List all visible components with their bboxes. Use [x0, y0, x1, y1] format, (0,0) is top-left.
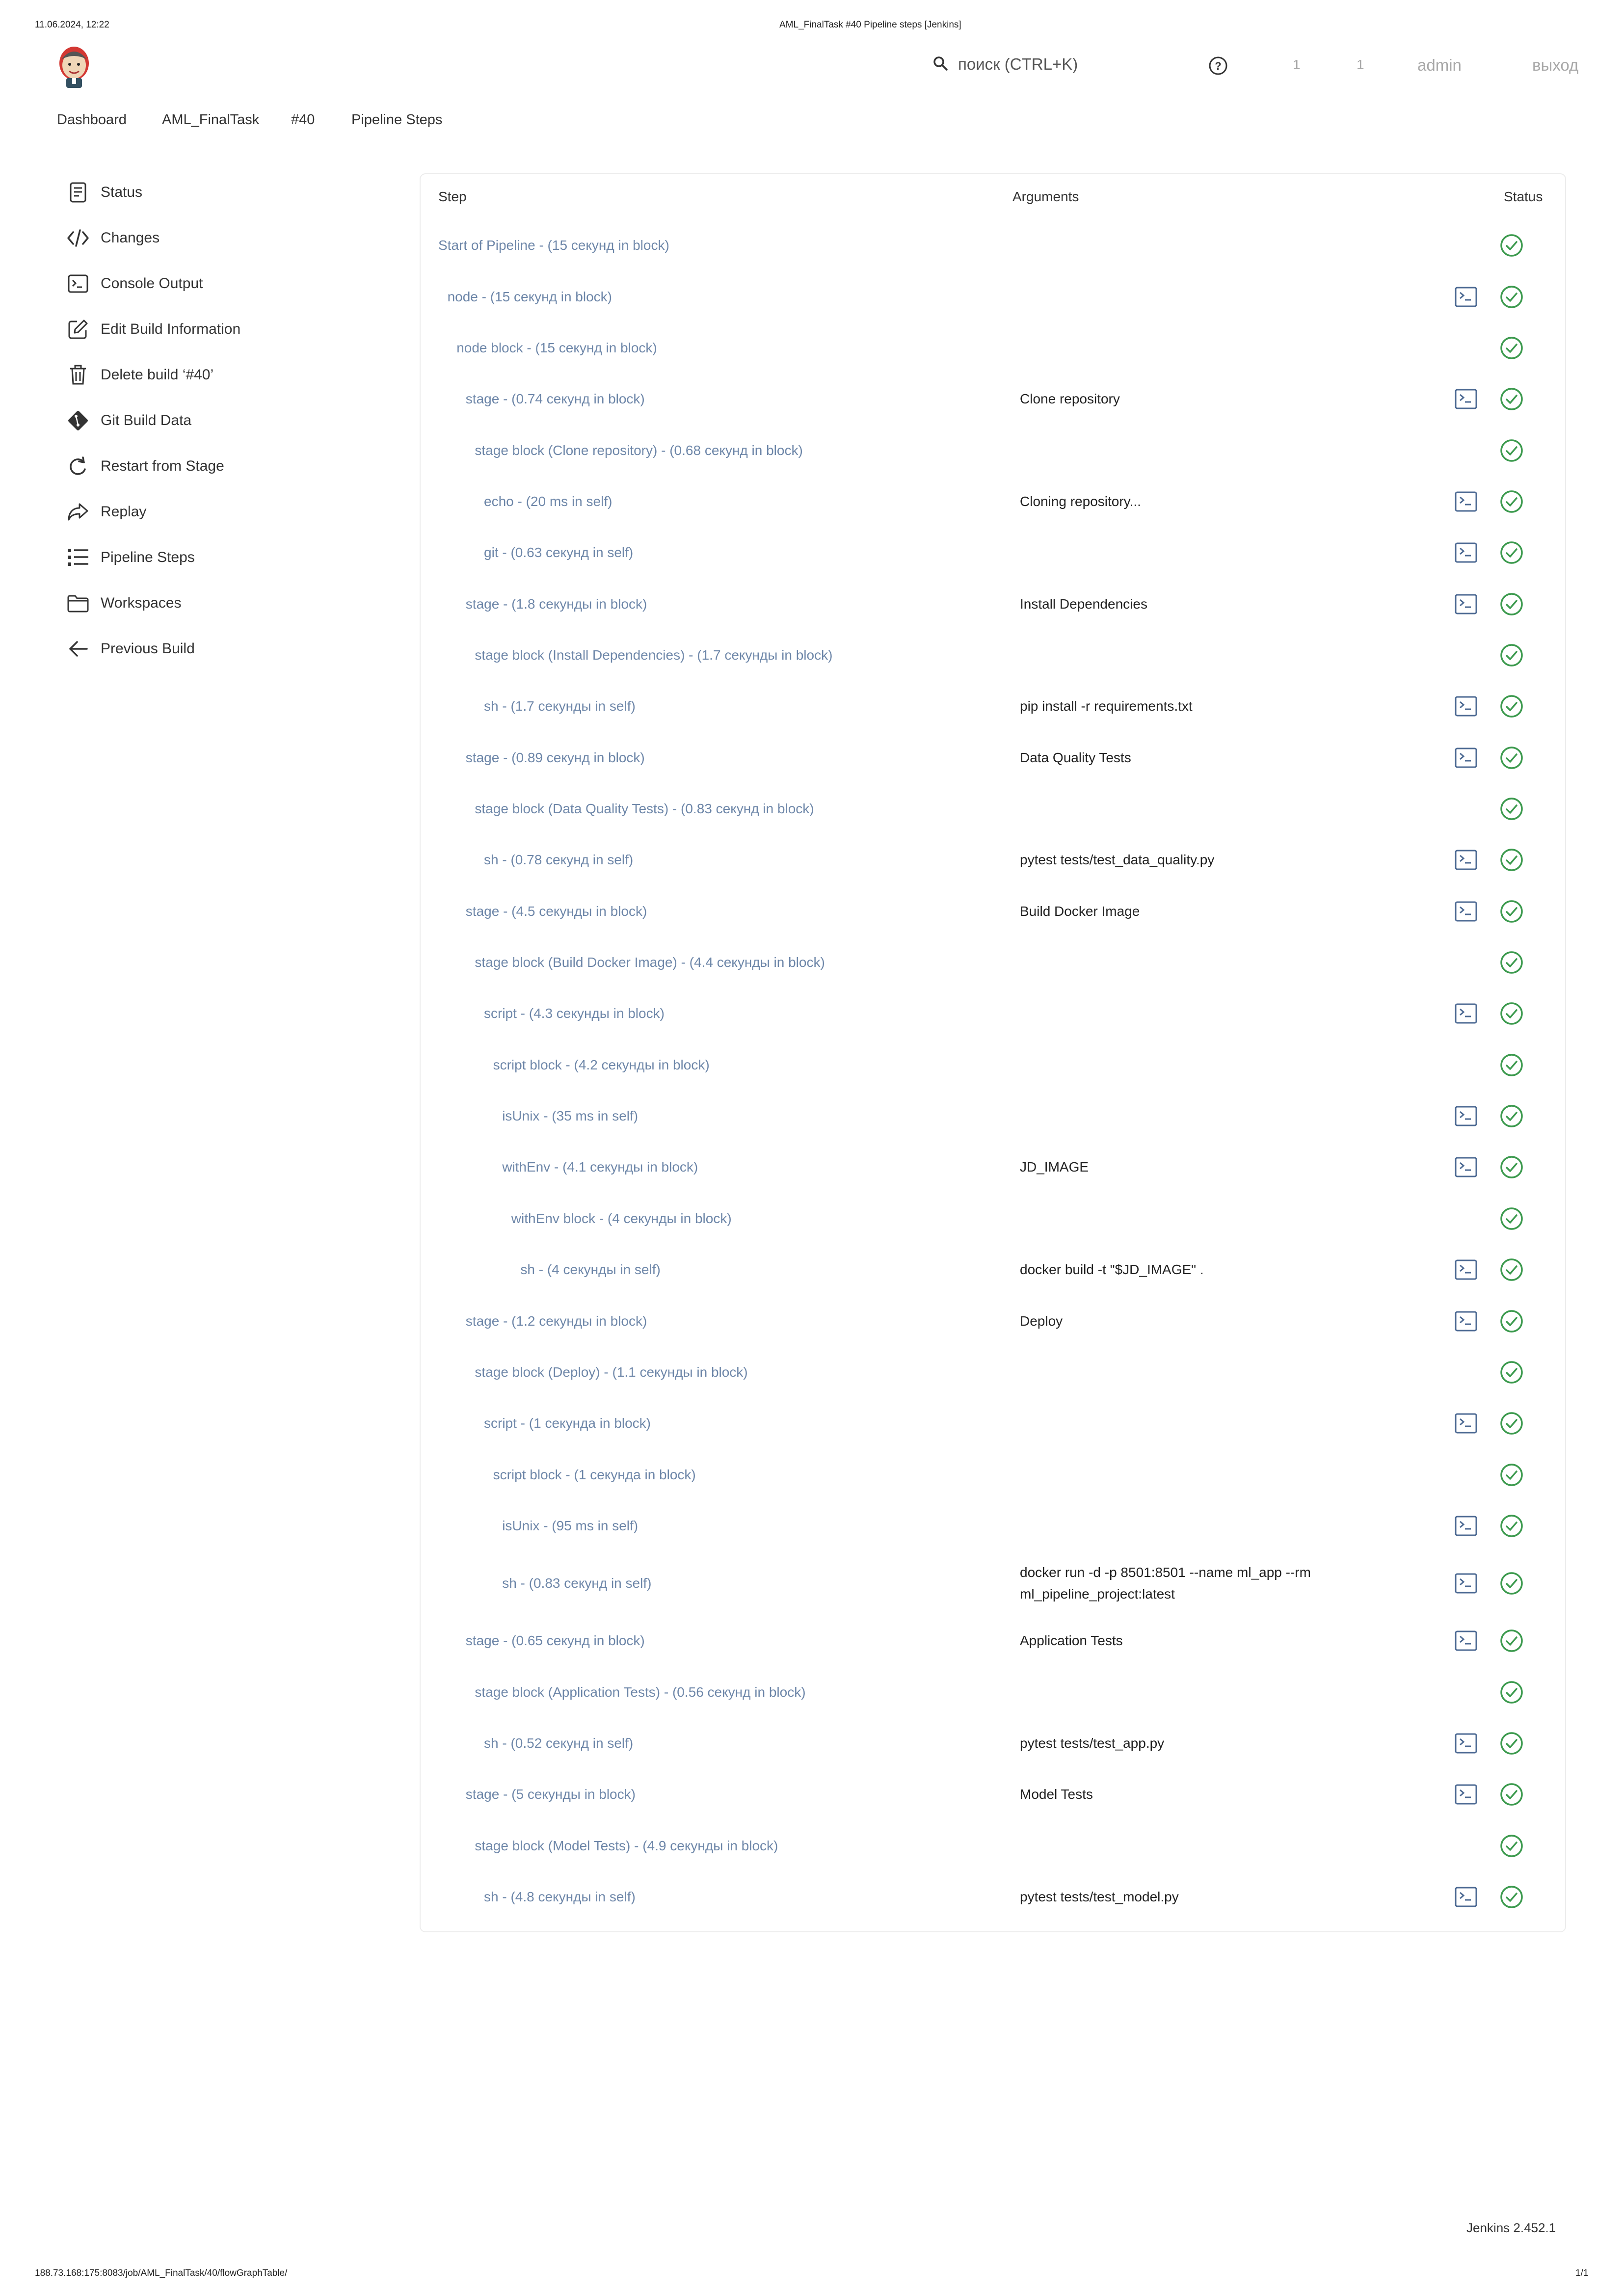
table-row [421, 1615, 1563, 1666]
step-link[interactable]: sh - (4.8 секунды in self) [484, 1889, 636, 1905]
sidebar-item-label: Status [101, 184, 143, 200]
success-status-icon [1499, 1514, 1524, 1538]
success-status-icon [1499, 950, 1524, 975]
success-status-icon [1499, 540, 1524, 565]
step-arguments [1020, 630, 1363, 681]
console-output-icon[interactable] [1454, 1885, 1478, 1909]
step-arguments: pytest tests/test_model.py [1020, 1889, 1179, 1905]
list-icon [64, 544, 92, 571]
table-row [421, 1398, 1563, 1449]
console-output-icon[interactable] [1454, 900, 1478, 923]
success-status-icon [1499, 1155, 1524, 1179]
sidebar-item-replay[interactable] [64, 497, 146, 527]
success-status-icon [1499, 1360, 1524, 1385]
step-link[interactable]: script - (1 секунда in block) [484, 1415, 651, 1431]
console-output-icon[interactable] [1454, 592, 1478, 616]
console-output-icon[interactable] [1454, 1514, 1478, 1538]
step-arguments: Build Docker Image [1020, 903, 1140, 919]
success-status-icon [1499, 1309, 1524, 1334]
step-link[interactable]: isUnix - (95 ms in self) [502, 1518, 639, 1533]
step-arguments: Deploy [1020, 1313, 1063, 1329]
table-row [421, 425, 1563, 476]
table-row [421, 1040, 1563, 1091]
success-status-icon [1499, 746, 1524, 770]
jenkins-version[interactable]: Jenkins 2.452.1 [1466, 2220, 1556, 2235]
step-arguments: Cloning repository... [1020, 493, 1141, 509]
step-link[interactable]: stage - (0.65 секунд in block) [465, 1633, 645, 1649]
sidebar-item-console-output[interactable] [64, 269, 203, 298]
help-icon[interactable] [1208, 56, 1228, 78]
console-output-icon[interactable] [1454, 1412, 1478, 1435]
success-status-icon [1499, 1629, 1524, 1653]
console-output-icon[interactable] [1454, 1155, 1478, 1179]
table-row [421, 937, 1563, 988]
sidebar-item-workspaces[interactable] [64, 588, 182, 618]
trash-icon [64, 361, 92, 389]
success-status-icon [1499, 285, 1524, 309]
step-link[interactable]: stage - (1.8 секунды in block) [465, 596, 647, 612]
sidebar-item-label: Changes [101, 230, 160, 246]
step-arguments [1020, 988, 1363, 1039]
success-status-icon [1499, 848, 1524, 872]
search-icon [932, 55, 948, 74]
console-output-icon[interactable] [1454, 848, 1478, 872]
console-output-icon[interactable] [1454, 1629, 1478, 1653]
step-link[interactable]: echo - (20 ms in self) [484, 493, 612, 509]
console-output-icon[interactable] [1454, 1258, 1478, 1281]
step-link[interactable]: stage block (Install Dependencies) - (1.7 секунды in block) [475, 647, 833, 663]
step-link[interactable]: stage - (1.2 секунды in block) [465, 1313, 647, 1329]
table-row [421, 1551, 1563, 1615]
step-arguments [1020, 425, 1363, 476]
success-status-icon [1499, 797, 1524, 821]
column-header-arguments: Arguments [1012, 189, 1079, 204]
step-link[interactable]: stage block (Clone repository) - (0.68 секунд in block) [475, 442, 803, 458]
step-link[interactable]: withEnv - (4.1 секунды in block) [502, 1159, 698, 1175]
sidebar-item-label: Delete build ‘#40’ [101, 367, 214, 383]
console-output-icon[interactable] [1454, 490, 1478, 513]
table-row [421, 578, 1563, 629]
table-row [421, 220, 1563, 271]
sidebar-item-pipeline-steps[interactable] [64, 543, 195, 572]
step-link[interactable]: stage - (4.5 секунды in block) [465, 903, 647, 919]
success-status-icon [1499, 1885, 1524, 1909]
success-status-icon [1499, 1411, 1524, 1436]
table-row [421, 681, 1563, 732]
success-status-icon [1499, 1571, 1524, 1596]
jenkins-logo[interactable] [54, 44, 94, 89]
success-status-icon [1499, 1001, 1524, 1026]
console-output-icon[interactable] [1454, 387, 1478, 411]
arrow-left-icon [64, 635, 92, 663]
table-row [421, 732, 1563, 783]
table-row [421, 1500, 1563, 1551]
step-arguments: Data Quality Tests [1020, 749, 1131, 765]
step-arguments [1020, 1500, 1363, 1551]
table-row [421, 271, 1563, 322]
step-link[interactable]: script block - (1 секунда in block) [493, 1467, 696, 1482]
step-link[interactable]: sh - (0.83 секунд in self) [502, 1575, 652, 1591]
sidebar-item-edit-build-information[interactable] [64, 315, 240, 344]
step-arguments: docker run -d -p 8501:8501 --name ml_app --rm ml_pipeline_project:latest [1020, 1565, 1311, 1602]
table-row [421, 1244, 1563, 1295]
sidebar-item-label: Previous Build [101, 641, 195, 657]
success-status-icon [1499, 336, 1524, 360]
print-page-number: 1/1 [1575, 2268, 1589, 2278]
step-arguments: Install Dependencies [1020, 596, 1147, 612]
step-arguments [1020, 1820, 1363, 1871]
print-url: 188.73.168:175:8083/job/AML_FinalTask/40/flowGraphTable/ [35, 2268, 288, 2278]
breadcrumb-dashboard[interactable]: Dashboard [57, 112, 127, 128]
restart-icon [64, 453, 92, 480]
table-row [421, 1666, 1563, 1717]
sidebar-item-restart-from-stage[interactable] [64, 452, 224, 481]
step-arguments [1020, 937, 1363, 988]
step-link[interactable]: Start of Pipeline - (15 секунд in block) [438, 238, 669, 253]
sidebar-item-label: Workspaces [101, 595, 182, 611]
success-status-icon [1499, 1731, 1524, 1756]
success-status-icon [1499, 233, 1524, 258]
replay-icon [64, 498, 92, 526]
step-link[interactable]: git - (0.63 секунд in self) [484, 545, 634, 561]
step-link[interactable]: stage block (Data Quality Tests) - (0.83 секунд in block) [475, 801, 814, 817]
notifications-count[interactable]: 1 [1293, 57, 1301, 72]
step-link[interactable]: stage block (Build Docker Image) - (4.4 секунды in block) [475, 955, 825, 970]
step-link[interactable]: node - (15 секунд in block) [447, 289, 612, 304]
step-arguments [1020, 527, 1363, 578]
console-output-icon[interactable] [1454, 1002, 1478, 1025]
column-header-step: Step [438, 189, 467, 204]
console-output-icon[interactable] [1454, 285, 1478, 309]
sidebar-item-changes[interactable] [64, 223, 160, 253]
svg-text:?: ? [1215, 60, 1222, 72]
step-link[interactable]: sh - (4 секунды in self) [520, 1262, 661, 1278]
step-arguments: docker build -t "$JD_IMAGE" . [1020, 1262, 1204, 1278]
step-link[interactable]: stage block (Deploy) - (1.1 секунды in block) [475, 1364, 748, 1380]
step-arguments: JD_IMAGE [1020, 1159, 1089, 1175]
step-link[interactable]: script - (4.3 секунды in block) [484, 1006, 665, 1021]
success-status-icon [1499, 438, 1524, 463]
table-row [421, 1718, 1563, 1769]
security-count[interactable]: 1 [1357, 57, 1364, 72]
breadcrumb-pipeline-steps[interactable]: Pipeline Steps [351, 112, 443, 128]
step-arguments [1020, 1666, 1363, 1717]
step-link[interactable]: stage - (0.74 секунд in block) [465, 391, 645, 407]
console-output-icon[interactable] [1454, 541, 1478, 564]
console-output-icon[interactable] [1454, 1572, 1478, 1595]
search-box[interactable] [932, 55, 1078, 74]
table-row [421, 1193, 1563, 1244]
step-arguments: Clone repository [1020, 391, 1120, 407]
step-arguments [1020, 1398, 1363, 1449]
table-row [421, 886, 1563, 937]
step-link[interactable]: stage - (5 секунды in block) [465, 1787, 636, 1802]
folder-icon [64, 589, 92, 617]
sidebar-item-label: Edit Build Information [101, 321, 241, 337]
step-link[interactable]: isUnix - (35 ms in self) [502, 1108, 639, 1124]
sidebar-item-delete-build[interactable] [64, 360, 213, 390]
sidebar-item-label: Replay [101, 504, 147, 520]
step-arguments: Application Tests [1020, 1633, 1123, 1649]
table-row [421, 374, 1563, 425]
console-output-icon[interactable] [1454, 1309, 1478, 1333]
step-link[interactable]: stage - (0.89 секунд in block) [465, 749, 645, 765]
table-row [421, 322, 1563, 374]
logout-link[interactable]: выход [1532, 56, 1579, 74]
table-row [421, 1142, 1563, 1193]
console-output-icon[interactable] [1454, 746, 1478, 770]
sidebar-item-label: Pipeline Steps [101, 549, 195, 565]
step-arguments: pytest tests/test_app.py [1020, 1735, 1165, 1751]
table-row [421, 988, 1563, 1039]
column-header-status: Status [1504, 189, 1543, 204]
step-arguments: Model Tests [1020, 1787, 1093, 1802]
step-link[interactable]: sh - (1.7 секунды in self) [484, 698, 636, 714]
table-row [421, 783, 1563, 834]
table-row [421, 1091, 1563, 1142]
step-arguments [1020, 783, 1363, 834]
step-link[interactable]: node block - (15 секунд in block) [456, 340, 657, 355]
console-output-icon[interactable] [1454, 1104, 1478, 1128]
console-output-icon[interactable] [1454, 694, 1478, 718]
step-arguments [1020, 1091, 1363, 1142]
sidebar-item-git-build-data[interactable] [64, 406, 191, 435]
sidebar-item-label: Restart from Stage [101, 458, 224, 474]
sidebar-item-label: Git Build Data [101, 412, 192, 428]
sidebar-item-status[interactable] [64, 178, 142, 207]
step-link[interactable]: sh - (0.52 секунд in self) [484, 1735, 634, 1751]
success-status-icon [1499, 1104, 1524, 1128]
success-status-icon [1499, 643, 1524, 667]
table-row [421, 834, 1563, 885]
step-link[interactable]: sh - (0.78 секунд in self) [484, 852, 634, 868]
table-row [421, 1449, 1563, 1500]
terminal-icon [64, 270, 92, 297]
step-arguments [1020, 220, 1363, 271]
print-date: 11.06.2024, 12:22 [35, 20, 109, 30]
table-row [421, 1347, 1563, 1398]
step-link[interactable]: stage block (Application Tests) - (0.56 секунд in block) [475, 1684, 806, 1700]
step-link[interactable]: withEnv block - (4 секунды in block) [511, 1210, 732, 1226]
success-status-icon [1499, 1053, 1524, 1077]
success-status-icon [1499, 592, 1524, 616]
sidebar-item-previous-build[interactable] [64, 634, 195, 664]
search-input[interactable]: поиск (CTRL+K) [958, 55, 1078, 73]
document-icon [64, 179, 92, 206]
success-status-icon [1499, 694, 1524, 719]
step-arguments [1020, 1347, 1363, 1398]
step-link[interactable]: stage block (Model Tests) - (4.9 секунды in block) [475, 1838, 778, 1853]
table-row [421, 476, 1563, 527]
success-status-icon [1499, 1206, 1524, 1231]
step-arguments [1020, 322, 1363, 374]
table-row [421, 527, 1563, 578]
step-arguments: pytest tests/test_data_quality.py [1020, 852, 1215, 868]
success-status-icon [1499, 387, 1524, 411]
step-arguments [1020, 1449, 1363, 1500]
step-arguments [1020, 271, 1363, 322]
print-title: AML_FinalTask #40 Pipeline steps [Jenkins] [779, 20, 961, 30]
success-status-icon [1499, 1680, 1524, 1705]
step-arguments: pip install -r requirements.txt [1020, 698, 1193, 714]
table-row [421, 1820, 1563, 1871]
step-link[interactable]: script block - (4.2 секунды in block) [493, 1057, 710, 1072]
console-output-icon[interactable] [1454, 1732, 1478, 1755]
table-row [421, 1295, 1563, 1346]
table-row [421, 1871, 1563, 1922]
table-row [421, 630, 1563, 681]
code-icon [64, 224, 92, 252]
success-status-icon [1499, 1463, 1524, 1487]
breadcrumb-build[interactable]: #40 [291, 112, 315, 128]
step-arguments [1020, 1040, 1363, 1091]
user-link[interactable]: admin [1417, 56, 1462, 74]
table-row [421, 1769, 1563, 1820]
step-arguments [1020, 1193, 1363, 1244]
sidebar-item-label: Console Output [101, 275, 203, 292]
success-status-icon [1499, 899, 1524, 924]
breadcrumb-job[interactable]: AML_FinalTask [162, 112, 260, 128]
git-icon [64, 407, 92, 434]
console-output-icon[interactable] [1454, 1783, 1478, 1806]
success-status-icon [1499, 489, 1524, 514]
success-status-icon [1499, 1834, 1524, 1858]
edit-icon [64, 316, 92, 343]
success-status-icon [1499, 1782, 1524, 1807]
success-status-icon [1499, 1257, 1524, 1282]
